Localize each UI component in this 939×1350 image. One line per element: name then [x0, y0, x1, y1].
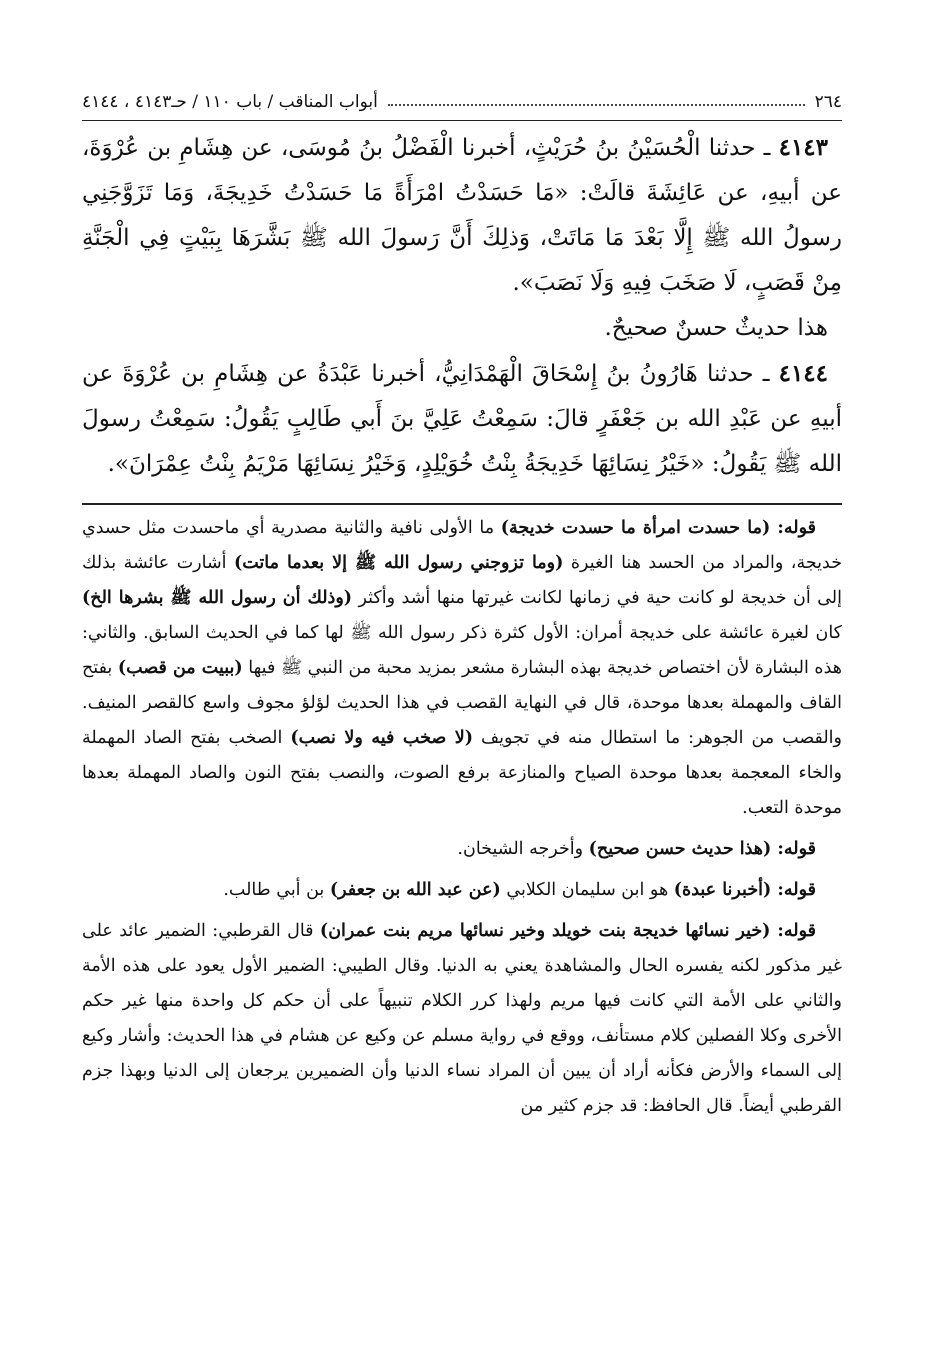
commentary-text: بفتح القاف والمهملة بعدها موحدة، قال في النهاية القصب في هذا الحديث لؤلؤ مجوف واسع كالقصر المنيف. والقصب من الجوهر: ما استطال منه في تجويف — [82, 658, 842, 748]
commentary-quoted-phrase: (ببيت من قصب) — [117, 658, 243, 678]
commentary-quoted-phrase: (لا صخب فيه ولا نصب) — [290, 728, 474, 748]
commentary-quoted-phrase: (وذلك أن رسول الله ﷺ بشرها الخ) — [82, 588, 353, 608]
page-number: ٢٦٤ — [814, 92, 842, 112]
commentary-quoted-phrase: (عن عبد الله بن جعفر) — [329, 880, 501, 900]
commentary-text: وأخرجه الشيخان. — [457, 839, 589, 859]
hadith-number: ٤١٤٤ — [778, 360, 829, 387]
commentary-text: هو ابن سليمان الكلابي — [500, 880, 674, 900]
header-title: أبواب المناقب / باب ١١٠ / حـ٤١٤٣ ، ٤١٤٤ — [82, 92, 378, 112]
hadith-text: ـ حدثنا الْحُسَيْنُ بنُ حُرَيْثٍ، أخبرنا الْفَضْلُ بنُ مُوسَى، عن هِشَامِ بن عُرْوَةَ، عن أبيهِ، عن عَائِشَةَ قالَتْ: «مَا حَسَدْتُ امْرَأَةً مَا حَسَدْتُ خَدِيجَةَ، وَمَا تَزَوَّجَنِي رسولُ الله ﷺ إِلَّا بَعْدَ مَا مَاتَتْ، وَذلِكَ أَنَّ رَسولَ الله ﷺ بَشَّرَهَا بِبَيْتٍ فِي الْجَنَّةِ مِنْ قَصَبٍ، لَا صَخَبَ فِيهِ وَلَا نَصَبَ». — [82, 135, 842, 296]
commentary-text: أشارت عائشة بذلك إلى أن خديجة لو كانت حية في زمانها لكانت غيرتها منها أشد وأكثر — [82, 553, 842, 608]
commentary-quoted-phrase: (هذا حديث حسن صحيح) — [588, 839, 772, 859]
commentary-text: الصخب بفتح الصاد المهملة والخاء المعجمة بعدها موحدة الصياح والمنازعة برفع الصوت، والنصب بفتح النون والصاد المهملة بعدها موحدة التعب. — [82, 728, 842, 818]
hadith-text: ـ حدثنا هَارُونُ بنُ إِسْحَاقَ الْهَمْدَانِيُّ، أخبرنا عَبْدَةُ عن هِشَامِ بن عُرْوَةَ عن أبيهِ عن عَبْدِ الله بن جَعْفَرٍ قالَ: سَمِعْتُ عَلِيَّ بنَ أَبي طَالِبٍ يَقُولُ: سَمِعْتُ رسولَ الله ﷺ يَقُولُ: «خَيْرُ نِسَائِهَا خَدِيجَةُ بِنْتُ خُوَيْلِدٍ، وَخَيْرُ نِسَائِهَا مَرْيَمُ بِنْتُ عِمْرَانَ». — [82, 361, 842, 477]
commentary-text: بن أبي طالب. — [223, 880, 330, 900]
commentary-text: ما الأولى نافية والثانية مصدرية أي ماحسدت مثل حسدي خديجة، والمراد من الحسد هنا الغيرة — [82, 518, 843, 573]
commentary-quoted-phrase: (أخبرنا عبدة) — [673, 880, 772, 900]
commentary-paragraph — [82, 914, 842, 1124]
hadith-text-block — [82, 125, 842, 487]
hadith-paragraph — [82, 351, 842, 487]
hadith-grading: هذا حديثٌ حسنٌ صحيحٌ. — [604, 315, 828, 341]
commentary-text: قال القرطبي: الضمير عائد على غير مذكور لكنه يفسره الحال والمشاهدة يعني به الدنيا. وقال الطيبي: الضمير الأول يعود على هذه الأمة والثاني على الأمة التي كانت فيها مريم ولهذا كرر الكلام تنبيهاً على أن حكم كل واحدة منها غير حكم الأخرى وكلا الفصلين كلام مستأنف، ووقع في رواية مسلم عن وكيع عن هشام في هذا الحديث: وأشار وكيع إلى السماء والأرض فكأنه أراد أن يبين أن المراد نساء الدنيا وأن الضميرين يرجعان إلى الدنيا وبهذا جزم القرطبي أيضاً. قال الحافظ: قد جزم كثير من — [82, 921, 842, 1116]
commentary-paragraph — [82, 873, 842, 908]
commentary-quoted-phrase: (وما تزوجني رسول الله ﷺ إلا بعدما ماتت) — [233, 553, 564, 573]
hadith-number: ٤١٤٣ — [778, 134, 829, 161]
commentary-quoted-phrase: (خير نسائها خديجة بنت خويلد وخير نسائها مريم بنت عمران) — [319, 921, 771, 941]
document-page — [82, 84, 842, 1324]
commentary-quoted-phrase: قوله: — [771, 880, 816, 900]
commentary-quoted-phrase: قوله: — [770, 518, 816, 538]
footnote-divider — [82, 503, 842, 505]
hadith-paragraph — [82, 125, 842, 306]
commentary-quoted-phrase: (ما حسدت امرأة ما حسدت خديجة) — [500, 518, 771, 538]
commentary-paragraph — [82, 832, 842, 867]
commentary-paragraph — [82, 511, 842, 826]
commentary-text: كان لغيرة عائشة على خديجة أمران: الأول كثرة ذكر رسول الله ﷺ لها كما في الحديث السابق. والثاني: هذه البشارة لأن اختصاص خديجة بهذه البشارة مشعر بمزيد محبة من النبي ﷺ فيها — [82, 623, 842, 678]
header-leader-dots — [388, 104, 805, 106]
running-header — [82, 84, 842, 121]
commentary-block — [82, 511, 842, 1124]
commentary-quoted-phrase: قوله: — [771, 839, 816, 859]
commentary-quoted-phrase: قوله: — [770, 921, 816, 941]
